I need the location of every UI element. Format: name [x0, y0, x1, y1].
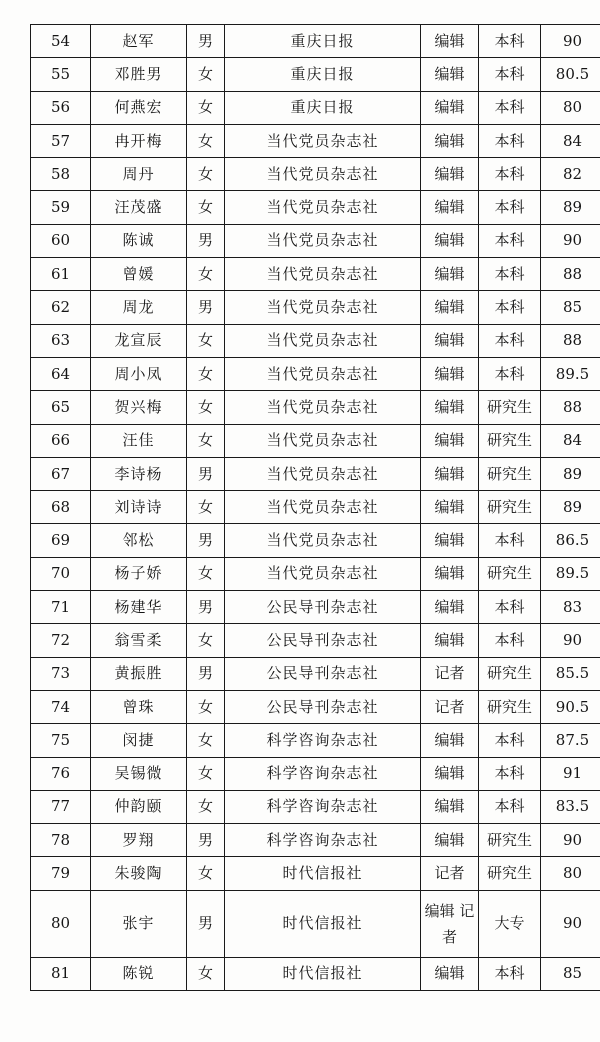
employer-unit: 重庆日报	[225, 91, 421, 124]
education-level: 本科	[479, 757, 541, 790]
table-row	[31, 291, 600, 324]
employer-unit: 公民导刊杂志社	[225, 624, 421, 657]
job-role: 编辑	[421, 491, 479, 524]
job-role: 编辑	[421, 91, 479, 124]
job-role: 编辑	[421, 158, 479, 191]
score: 80	[541, 857, 600, 890]
score: 82	[541, 158, 600, 191]
employer-unit: 公民导刊杂志社	[225, 657, 421, 690]
score: 80	[541, 91, 600, 124]
score: 90	[541, 624, 600, 657]
row-number: 75	[31, 724, 91, 757]
row-number: 62	[31, 291, 91, 324]
table-row	[31, 424, 600, 457]
education-level: 研究生	[479, 557, 541, 590]
row-number: 69	[31, 524, 91, 557]
person-name: 何燕宏	[91, 91, 187, 124]
gender: 男	[187, 890, 225, 957]
person-name: 吴锡微	[91, 757, 187, 790]
score: 85	[541, 957, 600, 990]
row-number: 73	[31, 657, 91, 690]
job-role: 编辑	[421, 624, 479, 657]
gender: 男	[187, 457, 225, 490]
gender: 女	[187, 690, 225, 723]
education-level: 本科	[479, 191, 541, 224]
score: 83.5	[541, 790, 600, 823]
table-row	[31, 491, 600, 524]
table-row	[31, 957, 600, 990]
job-role: 编辑	[421, 324, 479, 357]
table-row	[31, 757, 600, 790]
education-level: 本科	[479, 957, 541, 990]
education-level: 本科	[479, 591, 541, 624]
score: 89	[541, 457, 600, 490]
score: 87.5	[541, 724, 600, 757]
row-number: 68	[31, 491, 91, 524]
score: 90	[541, 224, 600, 257]
education-level: 本科	[479, 324, 541, 357]
person-name: 闵捷	[91, 724, 187, 757]
gender: 女	[187, 357, 225, 390]
job-role: 编辑 记者	[421, 890, 479, 957]
education-level: 本科	[479, 357, 541, 390]
table-row	[31, 824, 600, 857]
table-row	[31, 690, 600, 723]
employer-unit: 科学咨询杂志社	[225, 724, 421, 757]
table-row	[31, 357, 600, 390]
person-name: 曾媛	[91, 258, 187, 291]
education-level: 本科	[479, 724, 541, 757]
education-level: 本科	[479, 258, 541, 291]
row-number: 76	[31, 757, 91, 790]
score: 85.5	[541, 657, 600, 690]
education-level: 本科	[479, 224, 541, 257]
education-level: 本科	[479, 124, 541, 157]
employer-unit: 时代信报社	[225, 890, 421, 957]
gender: 女	[187, 124, 225, 157]
employer-unit: 当代党员杂志社	[225, 491, 421, 524]
table-row	[31, 91, 600, 124]
score: 90	[541, 890, 600, 957]
results-table	[30, 24, 600, 991]
row-number: 74	[31, 690, 91, 723]
score: 89.5	[541, 357, 600, 390]
education-level: 研究生	[479, 391, 541, 424]
employer-unit: 公民导刊杂志社	[225, 690, 421, 723]
table-row	[31, 224, 600, 257]
score: 89.5	[541, 557, 600, 590]
score: 88	[541, 258, 600, 291]
person-name: 邓胜男	[91, 58, 187, 91]
gender: 男	[187, 25, 225, 58]
row-number: 77	[31, 790, 91, 823]
job-role: 编辑	[421, 191, 479, 224]
gender: 女	[187, 158, 225, 191]
job-role: 编辑	[421, 524, 479, 557]
education-level: 研究生	[479, 457, 541, 490]
person-name: 陈锐	[91, 957, 187, 990]
person-name: 赵军	[91, 25, 187, 58]
person-name: 周小凤	[91, 357, 187, 390]
employer-unit: 科学咨询杂志社	[225, 757, 421, 790]
row-number: 72	[31, 624, 91, 657]
employer-unit: 当代党员杂志社	[225, 424, 421, 457]
row-number: 70	[31, 557, 91, 590]
employer-unit: 科学咨询杂志社	[225, 824, 421, 857]
employer-unit: 公民导刊杂志社	[225, 591, 421, 624]
education-level: 研究生	[479, 824, 541, 857]
person-name: 汪佳	[91, 424, 187, 457]
score: 80.5	[541, 58, 600, 91]
results-table-body	[31, 25, 600, 991]
table-row	[31, 58, 600, 91]
gender: 女	[187, 857, 225, 890]
job-role: 编辑	[421, 591, 479, 624]
score: 89	[541, 491, 600, 524]
person-name: 黄振胜	[91, 657, 187, 690]
employer-unit: 时代信报社	[225, 957, 421, 990]
gender: 女	[187, 424, 225, 457]
education-level: 本科	[479, 291, 541, 324]
person-name: 龙宣辰	[91, 324, 187, 357]
gender: 女	[187, 491, 225, 524]
employer-unit: 科学咨询杂志社	[225, 790, 421, 823]
score: 91	[541, 757, 600, 790]
row-number: 63	[31, 324, 91, 357]
education-level: 本科	[479, 91, 541, 124]
row-number: 78	[31, 824, 91, 857]
person-name: 杨建华	[91, 591, 187, 624]
gender: 女	[187, 624, 225, 657]
table-row	[31, 524, 600, 557]
row-number: 81	[31, 957, 91, 990]
job-role: 编辑	[421, 124, 479, 157]
employer-unit: 时代信报社	[225, 857, 421, 890]
table-row	[31, 124, 600, 157]
table-row	[31, 591, 600, 624]
education-level: 研究生	[479, 857, 541, 890]
person-name: 陈诚	[91, 224, 187, 257]
education-level: 本科	[479, 58, 541, 91]
education-level: 大专	[479, 890, 541, 957]
person-name: 杨子娇	[91, 557, 187, 590]
person-name: 刘诗诗	[91, 491, 187, 524]
person-name: 仲韵颐	[91, 790, 187, 823]
employer-unit: 当代党员杂志社	[225, 524, 421, 557]
education-level: 研究生	[479, 690, 541, 723]
education-level: 本科	[479, 624, 541, 657]
score: 88	[541, 391, 600, 424]
gender: 男	[187, 824, 225, 857]
score: 90	[541, 824, 600, 857]
employer-unit: 当代党员杂志社	[225, 391, 421, 424]
education-level: 本科	[479, 25, 541, 58]
gender: 女	[187, 91, 225, 124]
gender: 女	[187, 557, 225, 590]
gender: 男	[187, 591, 225, 624]
job-role: 编辑	[421, 391, 479, 424]
table-row	[31, 457, 600, 490]
gender: 女	[187, 957, 225, 990]
employer-unit: 当代党员杂志社	[225, 158, 421, 191]
person-name: 汪茂盛	[91, 191, 187, 224]
employer-unit: 当代党员杂志社	[225, 457, 421, 490]
job-role: 编辑	[421, 957, 479, 990]
score: 90	[541, 25, 600, 58]
job-role: 编辑	[421, 25, 479, 58]
education-level: 研究生	[479, 657, 541, 690]
row-number: 64	[31, 357, 91, 390]
row-number: 79	[31, 857, 91, 890]
job-role: 编辑	[421, 824, 479, 857]
gender: 女	[187, 724, 225, 757]
education-level: 研究生	[479, 491, 541, 524]
employer-unit: 当代党员杂志社	[225, 557, 421, 590]
table-row	[31, 790, 600, 823]
job-role: 编辑	[421, 224, 479, 257]
person-name: 翁雪柔	[91, 624, 187, 657]
employer-unit: 当代党员杂志社	[225, 324, 421, 357]
table-row	[31, 158, 600, 191]
job-role: 编辑	[421, 724, 479, 757]
employer-unit: 重庆日报	[225, 58, 421, 91]
table-row	[31, 391, 600, 424]
job-role: 编辑	[421, 457, 479, 490]
employer-unit: 当代党员杂志社	[225, 258, 421, 291]
score: 88	[541, 324, 600, 357]
table-row	[31, 857, 600, 890]
gender: 女	[187, 191, 225, 224]
score: 84	[541, 424, 600, 457]
person-name: 周丹	[91, 158, 187, 191]
table-row	[31, 324, 600, 357]
person-name: 朱骏陶	[91, 857, 187, 890]
row-number: 60	[31, 224, 91, 257]
job-role: 编辑	[421, 757, 479, 790]
person-name: 李诗杨	[91, 457, 187, 490]
job-role: 编辑	[421, 424, 479, 457]
employer-unit: 当代党员杂志社	[225, 191, 421, 224]
table-row	[31, 624, 600, 657]
education-level: 研究生	[479, 424, 541, 457]
row-number: 55	[31, 58, 91, 91]
score: 89	[541, 191, 600, 224]
job-role: 记者	[421, 657, 479, 690]
person-name: 罗翔	[91, 824, 187, 857]
employer-unit: 当代党员杂志社	[225, 124, 421, 157]
job-role: 编辑	[421, 258, 479, 291]
employer-unit: 当代党员杂志社	[225, 357, 421, 390]
job-role: 记者	[421, 857, 479, 890]
person-name: 贺兴梅	[91, 391, 187, 424]
score: 90.5	[541, 690, 600, 723]
row-number: 67	[31, 457, 91, 490]
gender: 女	[187, 790, 225, 823]
gender: 女	[187, 258, 225, 291]
person-name: 曾珠	[91, 690, 187, 723]
gender: 女	[187, 757, 225, 790]
score: 86.5	[541, 524, 600, 557]
employer-unit: 当代党员杂志社	[225, 224, 421, 257]
job-role: 记者	[421, 690, 479, 723]
job-role: 编辑	[421, 291, 479, 324]
education-level: 本科	[479, 790, 541, 823]
row-number: 65	[31, 391, 91, 424]
gender: 女	[187, 324, 225, 357]
employer-unit: 当代党员杂志社	[225, 291, 421, 324]
employer-unit: 重庆日报	[225, 25, 421, 58]
row-number: 59	[31, 191, 91, 224]
table-row	[31, 25, 600, 58]
score: 83	[541, 591, 600, 624]
row-number: 66	[31, 424, 91, 457]
table-row	[31, 724, 600, 757]
education-level: 本科	[479, 524, 541, 557]
score: 84	[541, 124, 600, 157]
table-row	[31, 191, 600, 224]
job-role: 编辑	[421, 58, 479, 91]
job-role: 编辑	[421, 790, 479, 823]
row-number: 58	[31, 158, 91, 191]
table-row	[31, 557, 600, 590]
row-number: 54	[31, 25, 91, 58]
table-row	[31, 890, 600, 957]
score: 85	[541, 291, 600, 324]
education-level: 本科	[479, 158, 541, 191]
person-name: 张宇	[91, 890, 187, 957]
table-row	[31, 657, 600, 690]
person-name: 邻松	[91, 524, 187, 557]
row-number: 57	[31, 124, 91, 157]
row-number: 80	[31, 890, 91, 957]
gender: 男	[187, 524, 225, 557]
person-name: 冉开梅	[91, 124, 187, 157]
job-role: 编辑	[421, 357, 479, 390]
row-number: 71	[31, 591, 91, 624]
gender: 男	[187, 224, 225, 257]
person-name: 周龙	[91, 291, 187, 324]
row-number: 61	[31, 258, 91, 291]
row-number: 56	[31, 91, 91, 124]
job-role: 编辑	[421, 557, 479, 590]
gender: 男	[187, 291, 225, 324]
table-row	[31, 258, 600, 291]
gender: 女	[187, 391, 225, 424]
gender: 男	[187, 657, 225, 690]
gender: 女	[187, 58, 225, 91]
